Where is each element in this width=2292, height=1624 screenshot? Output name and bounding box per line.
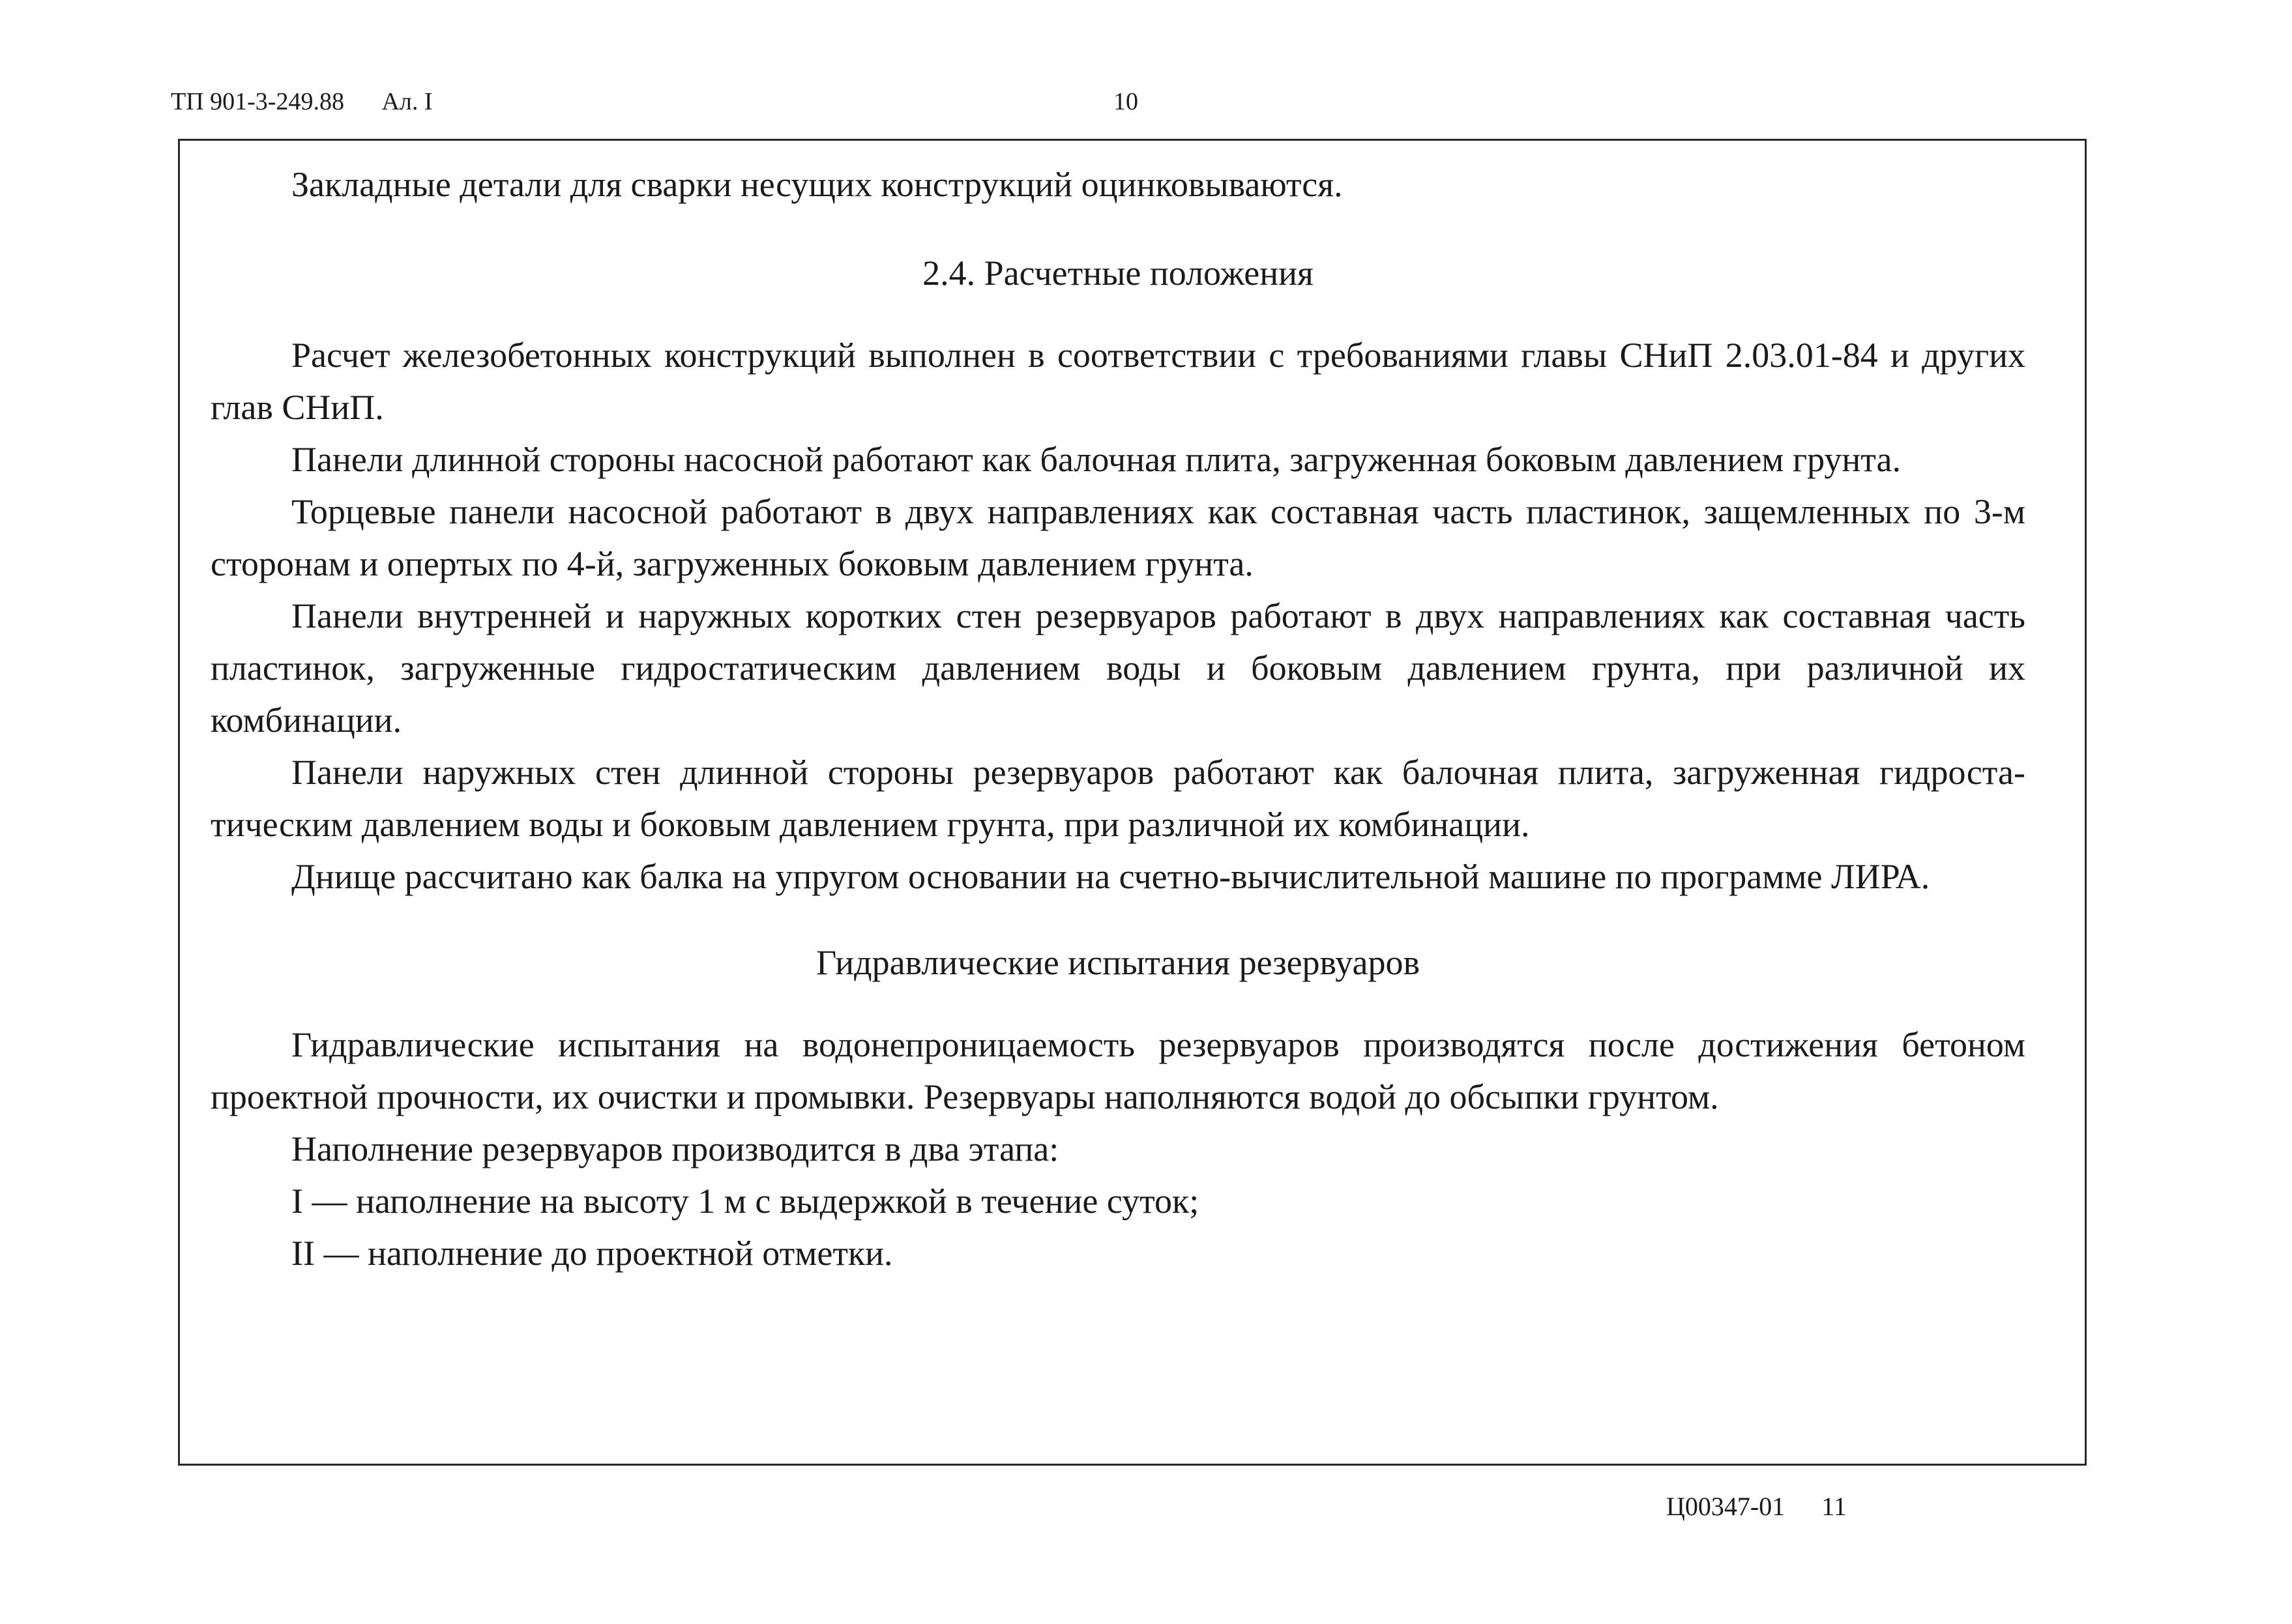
stage-item: I — наполнение на высоту 1 м с выдержкой в течение суток; [291,1182,1199,1221]
album-number: Ал. I [381,88,433,115]
section-title: 2.4. Расчетные положения [922,254,1314,293]
paragraph: Днище рассчитано как балка на упругом основании на счетно-вычислительной машине по программе ЛИРА. [291,857,1930,896]
document-footer [1666,1491,1847,1522]
document-code: ТП 901-3-249.88 [171,88,344,115]
paragraph: Панели наружных стен длинной стороны резервуаров работают как балочная плита, загруженная гидроста-тическим давлением воды и боковым давлением грунта, при различной их комбинации. [211,753,2025,844]
footer-sheet-number: 11 [1821,1492,1847,1521]
paragraph: Торцевые панели насосной работают в двух направлениях как составная часть пластинок, защемленных по 3-м сторонам и опертых по 4-й, загруженных боковым давлением грунта. [211,492,2025,583]
stage-item: II — наполнение до проектной отметки. [291,1234,893,1273]
subsection-title: Гидравлические испытания резервуаров [816,943,1420,982]
document-body [211,158,2025,1279]
test-paragraph: Наполнение резервуаров производится в два этапа: [291,1129,1059,1168]
paragraph: Панели длинной стороны насосной работают как балочная плита, загруженная боковым давлением грунта. [291,440,1902,479]
paragraph: Расчет железобетонных конструкций выполнен в соответствии с требованиями главы СНиП 2.03.01-84 и других глав СНиП. [211,336,2025,427]
footer-code: Ц00347-01 [1666,1492,1785,1521]
paragraph: Панели внутренней и наружных коротких стен резервуаров работают в двух направлениях как составная часть пластинок, загруженные гидростатическим давлением воды и боковым давлением грунта, при различной их комбинации. [211,596,2025,740]
test-paragraph: Гидравлические испытания на водонепроницаемость резервуаров производятся после достижения бетоном проектной прочности, их очистки и промывки. Резервуары наполняются водой до обсыпки грунтом. [211,1025,2025,1116]
intro-paragraph: Закладные детали для сварки несущих конструкций оцинковываются. [291,165,1343,204]
page-number: 10 [1113,88,1138,115]
document-header [171,87,433,116]
